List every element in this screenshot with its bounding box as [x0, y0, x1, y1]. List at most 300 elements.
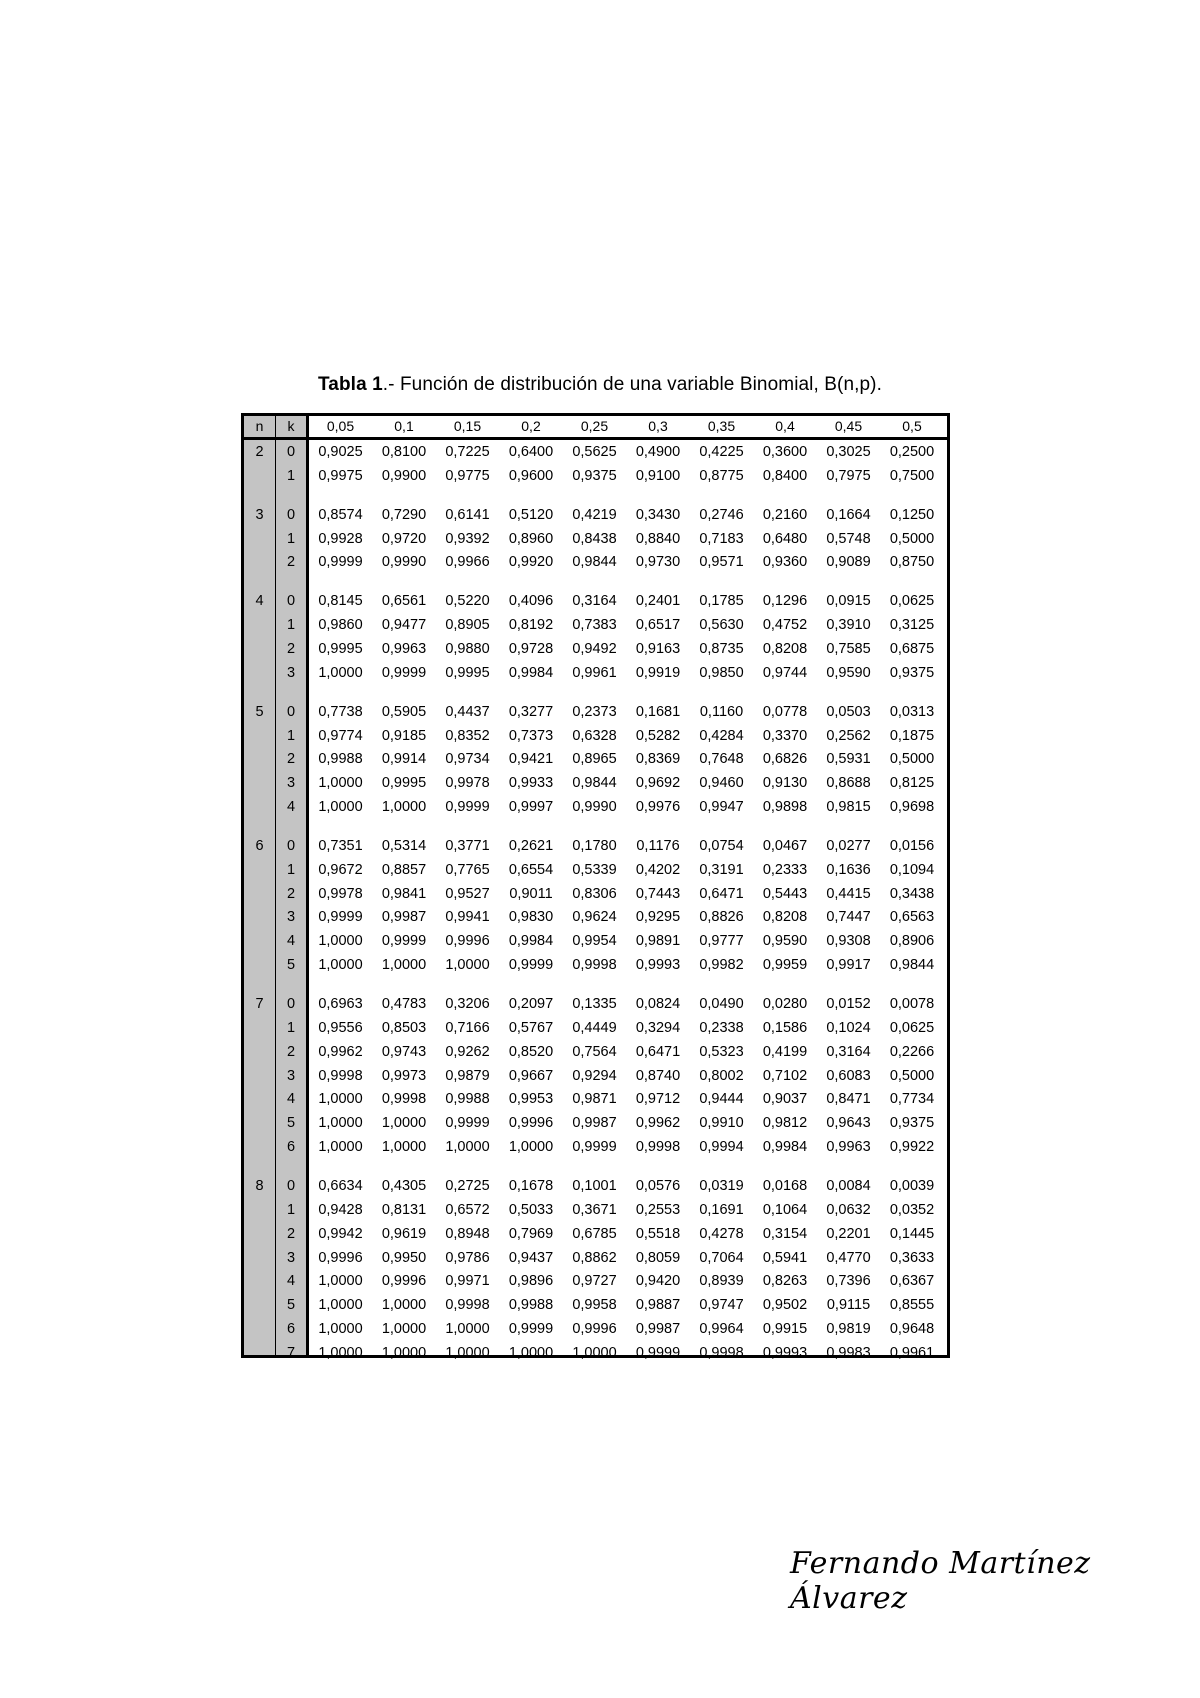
probability-cell: 0,6963	[318, 996, 363, 1012]
probability-cell: 0,0156	[889, 837, 935, 854]
binomial-table	[241, 413, 950, 1361]
probability-cell: 0,0084	[826, 1177, 871, 1194]
table-row	[244, 661, 947, 685]
probability-cell: 0,9643	[826, 1115, 871, 1132]
table-row	[244, 795, 947, 819]
probability-cell: 0,9898	[762, 799, 808, 816]
probability-cell: 0,8208	[762, 909, 808, 926]
probability-cell: 0,6141	[445, 506, 490, 523]
probability-cell: 0,9743	[381, 1043, 427, 1060]
probability-cell: 0,9624	[572, 909, 617, 926]
probability-cell: 0,8192	[508, 617, 554, 634]
probability-cell: 0,9871	[572, 1091, 617, 1108]
probability-cell: 0,3910	[826, 617, 871, 634]
k-value: 0	[286, 1177, 296, 1194]
probability-cell: 0,0754	[699, 837, 744, 854]
n-value: 2	[255, 444, 264, 460]
probability-cell: 0,3164	[826, 1043, 871, 1060]
probability-cell: 0,1250	[889, 506, 935, 523]
probability-cell: 0,9844	[572, 775, 617, 792]
probability-cell: 0,2338	[699, 1019, 744, 1036]
probability-cell: 0,3600	[762, 444, 808, 460]
probability-cell: 0,9999	[381, 664, 427, 681]
probability-cell: 0,7183	[699, 530, 744, 547]
probability-cell: 0,9844	[572, 554, 617, 571]
probability-cell: 0,0824	[635, 996, 681, 1012]
k-value: 6	[286, 1321, 296, 1338]
probability-cell: 0,9428	[318, 1201, 363, 1218]
probability-cell: 0,8826	[699, 909, 744, 926]
table-row	[244, 1111, 947, 1135]
probability-cell: 0,9988	[318, 751, 363, 768]
probability-cell: 0,7351	[318, 837, 363, 854]
table-row	[244, 724, 947, 748]
probability-cell: 0,9998	[381, 1091, 427, 1108]
probability-cell: 0,3633	[889, 1249, 935, 1266]
probability-cell: 0,9492	[572, 640, 617, 657]
k-value: 2	[286, 554, 296, 571]
probability-cell: 0,2160	[762, 506, 808, 523]
probability-cell: 0,9994	[699, 1139, 744, 1156]
table-row	[244, 1135, 947, 1159]
probability-cell: 0,9698	[889, 799, 935, 816]
probability-cell: 0,9891	[635, 933, 681, 950]
probability-cell: 0,8840	[635, 530, 681, 547]
probability-cell: 0,1678	[508, 1177, 554, 1194]
probability-cell: 0,9996	[572, 1321, 617, 1338]
probability-cell: 0,9999	[635, 1344, 681, 1361]
probability-cell: 0,4225	[699, 444, 744, 460]
probability-cell: 0,9844	[889, 957, 935, 974]
probability-cell: 0,7734	[889, 1091, 935, 1108]
k-value: 0	[286, 506, 296, 523]
probability-cell: 0,8438	[572, 530, 617, 547]
probability-cell: 0,8369	[635, 751, 681, 768]
probability-cell: 0,9999	[508, 1321, 554, 1338]
probability-cell: 0,7383	[572, 617, 617, 634]
table-row	[244, 992, 947, 1016]
probability-cell: 0,5033	[508, 1201, 554, 1218]
probability-cell: 0,9922	[889, 1139, 935, 1156]
probability-cell: 0,4096	[508, 593, 554, 610]
probability-cell: 0,9999	[445, 1115, 490, 1132]
probability-cell: 0,6517	[635, 617, 681, 634]
k-value: 5	[286, 957, 296, 974]
header-p: 0,45	[834, 418, 863, 434]
k-value: 1	[286, 861, 296, 878]
probability-cell: 0,7585	[826, 640, 871, 657]
probability-cell: 0,0576	[635, 1177, 681, 1194]
header-p: 0,5	[902, 418, 922, 434]
probability-cell: 0,9841	[381, 885, 427, 902]
probability-cell: 0,9998	[445, 1297, 490, 1314]
header-n: n	[255, 418, 264, 434]
k-value: 3	[286, 1249, 296, 1266]
probability-cell: 0,9163	[635, 640, 681, 657]
probability-cell: 0,9995	[318, 640, 363, 657]
probability-cell: 0,9993	[762, 1344, 808, 1361]
probability-cell: 0,9950	[381, 1249, 427, 1266]
probability-cell: 0,4202	[635, 861, 681, 878]
probability-cell: 0,9880	[445, 640, 490, 657]
probability-cell: 0,0280	[762, 996, 808, 1012]
k-value: 5	[286, 1297, 296, 1314]
n-value: 5	[255, 703, 264, 720]
table-row	[244, 1222, 947, 1246]
probability-cell: 0,9999	[318, 909, 363, 926]
k-value: 7	[286, 1344, 296, 1361]
probability-cell: 0,9774	[318, 727, 363, 744]
probability-cell: 0,5000	[889, 751, 935, 768]
probability-cell: 0,0313	[889, 703, 935, 720]
table-row	[244, 1174, 947, 1198]
table-row	[244, 1293, 947, 1317]
probability-cell: 0,9477	[381, 617, 427, 634]
table-row	[244, 1016, 947, 1040]
probability-cell: 1,0000	[381, 1115, 427, 1132]
k-value: 1	[286, 1019, 296, 1036]
probability-cell: 0,9747	[699, 1297, 744, 1314]
probability-cell: 0,8775	[699, 467, 744, 484]
probability-cell: 0,9971	[445, 1273, 490, 1290]
probability-cell: 1,0000	[318, 664, 363, 681]
k-value: 5	[286, 1115, 296, 1132]
probability-cell: 0,9959	[762, 957, 808, 974]
probability-cell: 0,9295	[635, 909, 681, 926]
k-value: 4	[286, 933, 296, 950]
probability-cell: 0,9966	[445, 554, 490, 571]
probability-cell: 0,8857	[381, 861, 427, 878]
probability-cell: 0,9437	[508, 1249, 554, 1266]
probability-cell: 0,9962	[635, 1115, 681, 1132]
probability-cell: 0,8400	[762, 467, 808, 484]
probability-cell: 1,0000	[572, 1344, 617, 1361]
probability-cell: 0,7500	[889, 467, 935, 484]
probability-cell: 0,5000	[889, 1067, 935, 1084]
probability-cell: 0,8131	[381, 1201, 427, 1218]
k-value: 2	[286, 1043, 296, 1060]
probability-cell: 0,9375	[889, 1115, 935, 1132]
probability-cell: 0,6367	[889, 1273, 935, 1290]
table-row	[244, 882, 947, 906]
probability-cell: 0,3277	[508, 703, 554, 720]
probability-cell: 0,8100	[381, 444, 427, 460]
probability-cell: 0,4437	[445, 703, 490, 720]
k-value: 6	[286, 1139, 296, 1156]
table-row	[244, 953, 947, 977]
probability-cell: 0,6471	[635, 1043, 681, 1060]
probability-cell: 0,4305	[381, 1177, 427, 1194]
probability-cell: 0,9910	[699, 1115, 744, 1132]
probability-cell: 0,9996	[381, 1273, 427, 1290]
probability-cell: 0,9920	[508, 554, 554, 571]
probability-cell: 0,9933	[508, 775, 554, 792]
probability-cell: 1,0000	[318, 799, 363, 816]
probability-cell: 0,8520	[508, 1043, 554, 1060]
probability-cell: 0,9590	[762, 933, 808, 950]
probability-cell: 0,9995	[445, 664, 490, 681]
probability-cell: 0,5625	[572, 444, 617, 460]
probability-cell: 0,9998	[572, 957, 617, 974]
probability-cell: 0,8002	[699, 1067, 744, 1084]
probability-cell: 1,0000	[318, 933, 363, 950]
probability-cell: 0,9672	[318, 861, 363, 878]
probability-cell: 1,0000	[445, 1344, 490, 1361]
probability-cell: 0,7447	[826, 909, 871, 926]
header-p: 0,35	[707, 418, 736, 434]
probability-cell: 0,4752	[762, 617, 808, 634]
probability-cell: 0,0915	[826, 593, 871, 610]
probability-cell: 1,0000	[381, 1139, 427, 1156]
probability-cell: 0,9999	[508, 957, 554, 974]
probability-cell: 0,8263	[762, 1273, 808, 1290]
probability-cell: 0,9815	[826, 799, 871, 816]
probability-cell: 0,6826	[762, 751, 808, 768]
probability-cell: 0,9712	[635, 1091, 681, 1108]
header-p: 0,4	[775, 418, 795, 434]
k-value: 1	[286, 1201, 296, 1218]
k-value: 2	[286, 885, 296, 902]
probability-cell: 0,7396	[826, 1273, 871, 1290]
probability-cell: 1,0000	[381, 1321, 427, 1338]
probability-cell: 0,3191	[699, 861, 744, 878]
probability-cell: 0,5220	[445, 593, 490, 610]
probability-cell: 1,0000	[318, 957, 363, 974]
probability-cell: 0,2266	[889, 1043, 935, 1060]
probability-cell: 0,9375	[572, 467, 617, 484]
probability-cell: 0,9973	[381, 1067, 427, 1084]
k-value: 1	[286, 530, 296, 547]
author-signature: Fernando Martínez Álvarez	[790, 1546, 1091, 1616]
probability-cell: 0,9962	[318, 1043, 363, 1060]
probability-cell: 0,9896	[508, 1273, 554, 1290]
probability-cell: 0,5314	[381, 837, 427, 854]
header-p: 0,3	[648, 418, 668, 434]
probability-cell: 0,6400	[508, 444, 554, 460]
probability-cell: 0,4900	[635, 444, 681, 460]
probability-cell: 0,6634	[318, 1177, 363, 1194]
probability-cell: 0,9961	[572, 664, 617, 681]
probability-cell: 0,9527	[445, 885, 490, 902]
probability-cell: 0,1780	[572, 837, 617, 854]
probability-cell: 0,6563	[889, 909, 935, 926]
probability-cell: 0,1176	[636, 837, 680, 854]
probability-cell: 0,7373	[508, 727, 554, 744]
caption-label: Tabla 1	[318, 374, 383, 395]
probability-cell: 0,9590	[826, 664, 871, 681]
probability-cell: 0,2725	[445, 1177, 490, 1194]
probability-cell: 0,9421	[508, 751, 554, 768]
table-row	[244, 550, 947, 574]
probability-cell: 0,7290	[381, 506, 427, 523]
table-row	[244, 613, 947, 637]
probability-cell: 0,9600	[508, 467, 554, 484]
probability-cell: 0,9999	[318, 554, 363, 571]
probability-cell: 0,9900	[381, 467, 427, 484]
probability-cell: 0,9993	[635, 957, 681, 974]
table-row	[244, 1198, 947, 1222]
probability-cell: 0,1875	[889, 727, 935, 744]
probability-cell: 0,9996	[445, 933, 490, 950]
probability-cell: 0,9990	[381, 554, 427, 571]
probability-cell: 0,5905	[381, 703, 427, 720]
probability-cell: 0,4783	[381, 996, 427, 1012]
probability-cell: 0,9975	[318, 467, 363, 484]
probability-cell: 0,9360	[762, 554, 808, 571]
probability-cell: 0,5443	[762, 885, 808, 902]
probability-cell: 0,9983	[826, 1344, 871, 1361]
probability-cell: 0,2401	[635, 593, 681, 610]
probability-cell: 0,9958	[572, 1297, 617, 1314]
probability-cell: 0,6561	[381, 593, 427, 610]
probability-cell: 0,9995	[381, 775, 427, 792]
probability-cell: 0,9942	[318, 1225, 363, 1242]
probability-cell: 0,6785	[572, 1225, 617, 1242]
probability-cell: 0,9978	[318, 885, 363, 902]
k-value: 0	[286, 837, 296, 854]
probability-cell: 1,0000	[318, 1115, 363, 1132]
probability-cell: 0,3025	[826, 444, 871, 460]
probability-cell: 0,1681	[635, 703, 681, 720]
k-value: 4	[286, 1273, 296, 1290]
probability-cell: 0,8471	[826, 1091, 871, 1108]
probability-cell: 0,8939	[699, 1273, 744, 1290]
k-value: 2	[286, 640, 296, 657]
table-row	[244, 905, 947, 929]
probability-cell: 0,8960	[508, 530, 554, 547]
table-header-row	[244, 416, 947, 437]
probability-cell: 0,9819	[826, 1321, 871, 1338]
k-value: 2	[286, 1225, 296, 1242]
probability-cell: 0,8862	[572, 1249, 617, 1266]
probability-cell: 0,9571	[699, 554, 744, 571]
probability-cell: 1,0000	[318, 1297, 363, 1314]
probability-cell: 0,8750	[889, 554, 935, 571]
probability-cell: 0,9915	[762, 1321, 808, 1338]
probability-cell: 0,0078	[889, 996, 935, 1012]
probability-cell: 0,9928	[318, 530, 363, 547]
probability-cell: 0,8948	[445, 1225, 490, 1242]
probability-cell: 0,8306	[572, 885, 617, 902]
table-row	[244, 1317, 947, 1341]
probability-cell: 0,9692	[635, 775, 681, 792]
k-value: 0	[286, 593, 296, 610]
probability-cell: 0,8125	[889, 775, 935, 792]
table-row	[244, 527, 947, 551]
probability-cell: 0,9987	[381, 909, 427, 926]
probability-cell: 0,3125	[889, 617, 935, 634]
probability-cell: 0,9860	[318, 617, 363, 634]
header-p: 0,25	[580, 418, 609, 434]
probability-cell: 0,8503	[381, 1019, 427, 1036]
probability-cell: 1,0000	[381, 1297, 427, 1314]
probability-cell: 0,9786	[445, 1249, 490, 1266]
k-value: 3	[286, 1067, 296, 1084]
table-row	[244, 440, 947, 464]
probability-cell: 0,2097	[508, 996, 554, 1012]
n-value: 7	[255, 996, 264, 1012]
table-row	[244, 1087, 947, 1111]
probability-cell: 0,6572	[445, 1201, 490, 1218]
table-row	[244, 1341, 947, 1365]
probability-cell: 0,1586	[762, 1019, 808, 1036]
probability-cell: 0,7564	[572, 1043, 617, 1060]
table-row	[244, 747, 947, 771]
probability-cell: 0,9667	[508, 1067, 554, 1084]
probability-cell: 1,0000	[381, 1344, 427, 1361]
probability-cell: 0,5630	[699, 617, 744, 634]
probability-cell: 0,9988	[445, 1091, 490, 1108]
probability-cell: 0,3164	[572, 593, 617, 610]
probability-cell: 0,1160	[699, 703, 744, 720]
probability-cell: 0,7969	[508, 1225, 554, 1242]
probability-cell: 0,1691	[699, 1201, 744, 1218]
probability-cell: 0,9917	[826, 957, 871, 974]
k-value: 0	[286, 996, 296, 1012]
probability-cell: 0,8208	[762, 640, 808, 657]
probability-cell: 0,5931	[826, 751, 871, 768]
probability-cell: 0,3430	[635, 506, 681, 523]
probability-cell: 0,7648	[699, 751, 744, 768]
probability-cell: 0,8574	[318, 506, 363, 523]
table-row	[244, 589, 947, 613]
probability-cell: 0,7225	[445, 444, 490, 460]
header-p: 0,15	[453, 418, 482, 434]
probability-cell: 0,4415	[826, 885, 871, 902]
probability-cell: 0,9730	[635, 554, 681, 571]
table-row	[244, 503, 947, 527]
probability-cell: 0,9444	[699, 1091, 744, 1108]
probability-cell: 0,9648	[889, 1321, 935, 1338]
k-value: 3	[286, 909, 296, 926]
table-row	[244, 1064, 947, 1088]
probability-cell: 0,1024	[826, 1019, 871, 1036]
probability-cell: 0,0039	[889, 1177, 935, 1194]
k-value: 3	[286, 664, 296, 681]
probability-cell: 0,8735	[699, 640, 744, 657]
probability-cell: 0,7102	[762, 1067, 808, 1084]
probability-cell: 0,1064	[762, 1201, 808, 1218]
probability-cell: 0,9964	[699, 1321, 744, 1338]
probability-cell: 0,9777	[699, 933, 744, 950]
k-value: 1	[286, 617, 296, 634]
k-value: 1	[286, 467, 296, 484]
probability-cell: 0,6554	[508, 861, 554, 878]
probability-cell: 0,9011	[509, 885, 553, 902]
probability-cell: 1,0000	[445, 957, 490, 974]
table-row	[244, 771, 947, 795]
probability-cell: 0,9460	[699, 775, 744, 792]
probability-cell: 0,9420	[635, 1273, 681, 1290]
header-p: 0,2	[521, 418, 541, 434]
probability-cell: 1,0000	[318, 775, 363, 792]
probability-cell: 0,4199	[762, 1043, 808, 1060]
probability-cell: 0,1445	[889, 1225, 935, 1242]
probability-cell: 1,0000	[445, 1139, 490, 1156]
probability-cell: 0,5282	[635, 727, 681, 744]
probability-cell: 0,0503	[826, 703, 871, 720]
probability-cell: 0,9987	[635, 1321, 681, 1338]
probability-cell: 0,9089	[826, 554, 871, 571]
probability-cell: 0,8145	[318, 593, 363, 610]
probability-cell: 0,0467	[762, 837, 808, 854]
table-row	[244, 858, 947, 882]
probability-cell: 0,9744	[762, 664, 808, 681]
probability-cell: 0,9037	[762, 1091, 808, 1108]
probability-cell: 0,9961	[889, 1344, 935, 1361]
probability-cell: 0,9294	[572, 1067, 617, 1084]
probability-cell: 0,9887	[635, 1297, 681, 1314]
